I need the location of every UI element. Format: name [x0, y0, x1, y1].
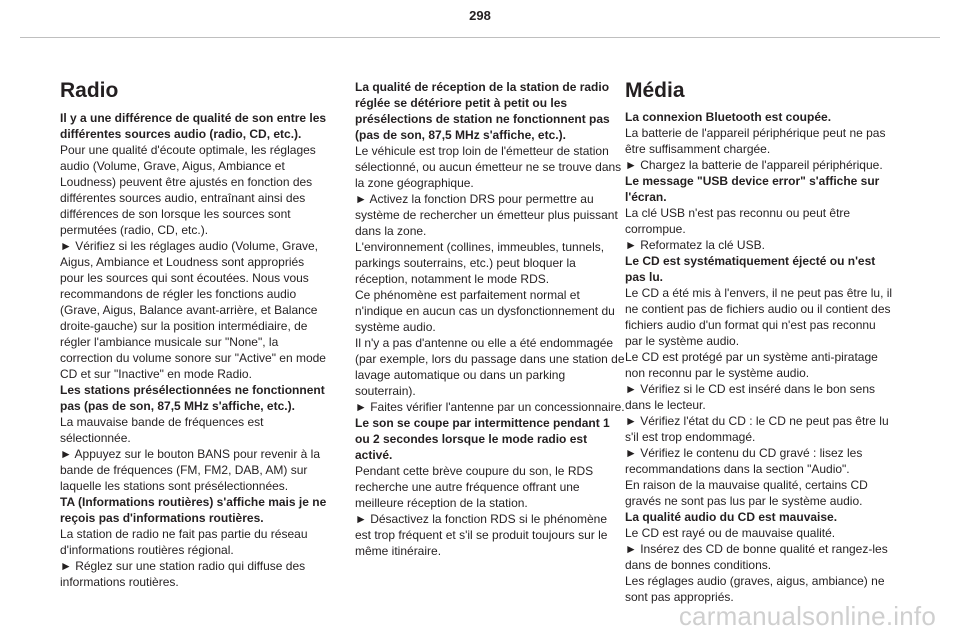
- subheading: Il y a une différence de qualité de son entre les différentes sources audio (radio, CD, etc.).: [60, 111, 327, 141]
- subheading: Le son se coupe par intermittence pendant 1 ou 2 secondes lorsque le mode radio est activé.: [355, 416, 610, 462]
- body-paragraph: Le CD est protégé par un système anti-piratage non reconnu par le système audio.: [625, 350, 878, 380]
- watermark: carmanualsonline.info: [678, 601, 936, 631]
- body-paragraph: ► Chargez la batterie de l'appareil périphérique.: [625, 158, 883, 172]
- subheading: La qualité audio du CD est mauvaise.: [625, 510, 838, 524]
- body-paragraph: ► Activez la fonction DRS pour permettre au système de rechercher un émetteur plus puissant dans la zone.: [355, 192, 618, 238]
- body-paragraph: ► Désactivez la fonction RDS si le phénomène est trop fréquent et s'il se produit toujours sur le même itinéraire.: [355, 512, 608, 558]
- body-paragraph: ► Vérifiez l'état du CD : le CD ne peut pas être lu s'il est trop endommagé.: [625, 414, 889, 444]
- body-paragraph: ► Réglez sur une station radio qui diffuse des informations routières.: [60, 559, 306, 589]
- subheading: Le message "USB device error" s'affiche sur l'écran.: [625, 174, 880, 204]
- body-paragraph: Le CD a été mis à l'envers, il ne peut pas être lu, il ne contient pas de fichiers audio ou il contient des fichiers audio d'un format qui n'est pas reconnu par le système audio.: [625, 286, 893, 348]
- body-paragraph: La mauvaise bande de fréquences est sélectionnée.: [60, 415, 264, 445]
- body-paragraph: ► Insérez des CD de bonne qualité et rangez-les dans de bonnes conditions.: [625, 542, 888, 572]
- body-paragraph: ► Vérifiez le contenu du CD gravé : lisez les recommandations dans la section "Audio".: [625, 446, 863, 476]
- section-title-radio: Radio: [60, 79, 119, 102]
- column-radio-continued: [355, 79, 625, 559]
- body-paragraph: ► Vérifiez si les réglages audio (Volume, Grave, Aigus, Ambiance et Loudness sont appropriés pour les sources qui sont écoutées. Nous vous recommandons de régler les fonctions audio (Grave, Aigus, Balance avant-arrière, et Balance droite-gauche) sur la position intermédiaire, de régler l'ambiance musicale sur "None", la correction du volume sonore sur "Active" en mode CD et sur "Inactive" en mode Radio.: [60, 239, 326, 381]
- body-paragraph: Le véhicule est trop loin de l'émetteur de station sélectionné, ou aucun émetteur ne se trouve dans la zone géographique.: [355, 144, 622, 190]
- column-radio: [60, 78, 330, 590]
- body-paragraph: Le CD est rayé ou de mauvaise qualité.: [625, 526, 836, 540]
- body-paragraph: En raison de la mauvaise qualité, certains CD gravés ne sont pas lus par le système audio.: [625, 478, 868, 508]
- body-paragraph: La batterie de l'appareil périphérique peut ne pas être suffisamment chargée.: [625, 126, 886, 156]
- page-number: 298: [469, 8, 491, 23]
- header-divider: [20, 37, 940, 38]
- subheading: Le CD est systématiquement éjecté ou n'est pas lu.: [625, 254, 876, 284]
- body-paragraph: Ce phénomène est parfaitement normal et n'indique en aucun cas un dysfonctionnement du système audio.: [355, 288, 615, 334]
- subheading: TA (Informations routières) s'affiche mais je ne reçois pas d'informations routières.: [60, 495, 327, 525]
- section-title-media: Média: [625, 79, 685, 102]
- body-paragraph: ► Reformatez la clé USB.: [625, 238, 765, 252]
- subheading: La connexion Bluetooth est coupée.: [625, 110, 832, 124]
- body-paragraph: La station de radio ne fait pas partie du réseau d'informations routières régional.: [60, 527, 308, 557]
- body-paragraph: ► Vérifiez si le CD est inséré dans le bon sens dans le lecteur.: [625, 382, 875, 412]
- subheading: La qualité de réception de la station de radio réglée se détériore petit à petit ou les présélections de station ne fonctionnent pas (pas de son, 87,5 MHz s'affiche, etc.).: [355, 80, 610, 142]
- body-paragraph: ► Faites vérifier l'antenne par un concessionnaire.: [355, 400, 625, 414]
- body-paragraph: Il n'y a pas d'antenne ou elle a été endommagée (par exemple, lors du passage dans une station de lavage automatique ou dans un parking souterrain).: [355, 336, 625, 398]
- body-paragraph: Pour une qualité d'écoute optimale, les réglages audio (Volume, Grave, Aigus, Ambiance et Loudness) peuvent être ajustés en fonction des différentes sources audio, entraînant ainsi des différences de son lorsque les sources sont permutées (radio, CD, etc.).: [60, 143, 316, 237]
- body-paragraph: Les réglages audio (graves, aigus, ambiance) ne sont pas appropriés.: [625, 574, 885, 604]
- body-paragraph: ► Appuyez sur le bouton BANS pour revenir à la bande de fréquences (FM, FM2, DAB, AM) sur laquelle les stations sont présélectionnées.: [60, 447, 321, 493]
- subheading: Les stations présélectionnées ne fonctionnent pas (pas de son, 87,5 MHz s'affiche, etc.).: [60, 383, 325, 413]
- body-paragraph: La clé USB n'est pas reconnu ou peut être corrompue.: [625, 206, 851, 236]
- body-paragraph: Pendant cette brève coupure du son, le RDS recherche une autre fréquence offrant une meilleure réception de la station.: [355, 464, 594, 510]
- column-media: [625, 78, 895, 605]
- body-paragraph: L'environnement (collines, immeubles, tunnels, parkings souterrains, etc.) peut bloquer la réception, notamment le mode RDS.: [355, 240, 605, 286]
